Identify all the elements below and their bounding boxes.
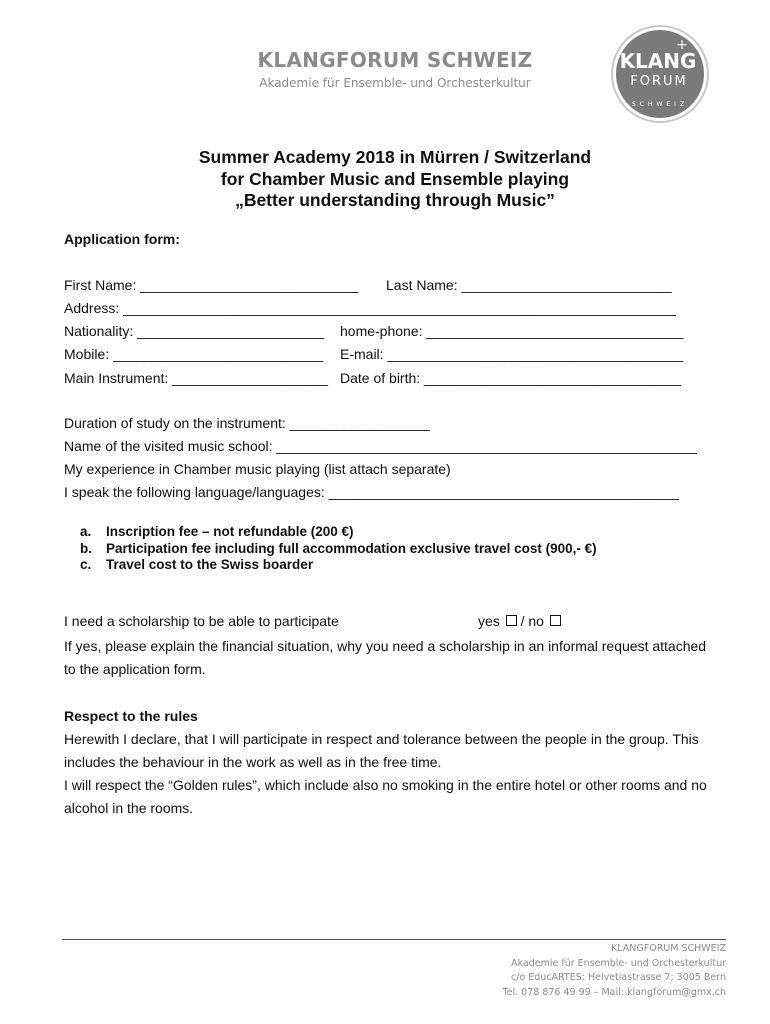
footer-divider <box>62 939 726 940</box>
footer-line3: c/o EducARTES; Helvetiastrasse 7; 3005 Bern <box>510 972 726 983</box>
fee-item <box>80 557 597 574</box>
fee-item <box>80 524 597 541</box>
scholarship-explain-line2: to the application form. <box>64 661 206 677</box>
fee-marker: c. <box>80 557 92 572</box>
rules-heading: Respect to the rules <box>64 708 198 724</box>
footer-line1: KLANGFORUM SCHWEIZ <box>611 943 726 954</box>
email-field[interactable]: E-mail: ______________________________________ <box>340 346 684 362</box>
main-instrument-field[interactable]: Main Instrument: ____________________ <box>64 370 328 386</box>
title-line1: Summer Academy 2018 in Mürren / Switzerland <box>198 147 592 167</box>
klangforum-logo <box>610 24 710 124</box>
no-checkbox[interactable] <box>550 615 561 626</box>
scholarship-choice <box>478 613 561 629</box>
footer-line4: Tel. 078 876 49 99 – Mail: klangforum@gmx.ch <box>502 986 726 998</box>
no-label: / no <box>520 613 544 629</box>
fees-list <box>80 524 597 574</box>
languages-field[interactable]: I speak the following language/languages: _____________________________________________ <box>64 484 680 500</box>
rules-line3: I will respect the “Golden rules”, which include also no smoking in the entire hotel or other rooms and no <box>64 777 707 793</box>
fee-item <box>80 541 597 558</box>
fee-marker: b. <box>80 540 92 556</box>
fee-text: Inscription fee – not refundable (200 €) <box>106 524 354 539</box>
scholarship-explain-line1: If yes, please explain the financial situation, why you need a scholarship in an informal request attached <box>64 638 707 654</box>
music-school-field[interactable]: Name of the visited music school: ______________________________________________________ <box>64 438 697 454</box>
form-heading: Application form: <box>64 231 180 247</box>
experience-text: My experience in Chamber music playing (list attach separate) <box>64 461 451 477</box>
rules-line1: Herewith I declare, that I will participate in respect and tolerance between the people in the group. This <box>64 731 699 747</box>
duration-field[interactable]: Duration of study on the instrument: __________________ <box>64 415 430 431</box>
fee-text: Travel cost to the Swiss boarder <box>106 557 314 572</box>
nationality-field[interactable]: Nationality: ________________________ <box>64 323 325 339</box>
title-line2: for Chamber Music and Ensemble playing <box>220 169 570 189</box>
rules-line2: includes the behaviour in the work as well as in the free time. <box>64 754 442 770</box>
title-line3: „Better understanding through Music” <box>235 190 555 210</box>
logo-line1: KLANG <box>619 49 697 73</box>
yes-checkbox[interactable] <box>506 615 517 626</box>
logo-line3: SCHWEIZ <box>631 101 689 108</box>
fee-text: Participation fee including full accommodation exclusive travel cost (900,- €) <box>106 540 597 556</box>
date-of-birth-field[interactable]: Date of birth: _________________________________ <box>340 370 681 386</box>
yes-label: yes <box>478 613 500 629</box>
footer-block <box>502 942 726 1000</box>
scholarship-question: I need a scholarship to be able to participate <box>64 613 339 629</box>
last-name-field[interactable]: Last Name: ___________________________ <box>386 277 672 293</box>
fee-marker: a. <box>80 524 92 539</box>
logo-plus: + <box>676 37 688 53</box>
address-field[interactable]: Address: _______________________________________________________________________ <box>64 300 676 316</box>
org-subtitle: Akademie für Ensemble- und Orchesterkultur <box>259 76 531 90</box>
mobile-field[interactable]: Mobile: ___________________________ <box>64 346 324 362</box>
footer-line2: Akademie für Ensemble- und Orchesterkultur <box>511 957 726 969</box>
logo-line2: FORUM <box>630 74 688 89</box>
rules-line4: alcohol in the rooms. <box>64 800 194 816</box>
logo-emblem-icon <box>610 24 710 124</box>
org-name: KLANGFORUM SCHWEIZ <box>257 48 533 72</box>
first-name-field[interactable]: First Name: ____________________________ <box>64 277 359 293</box>
home-phone-field[interactable]: home-phone: _________________________________ <box>340 323 684 339</box>
